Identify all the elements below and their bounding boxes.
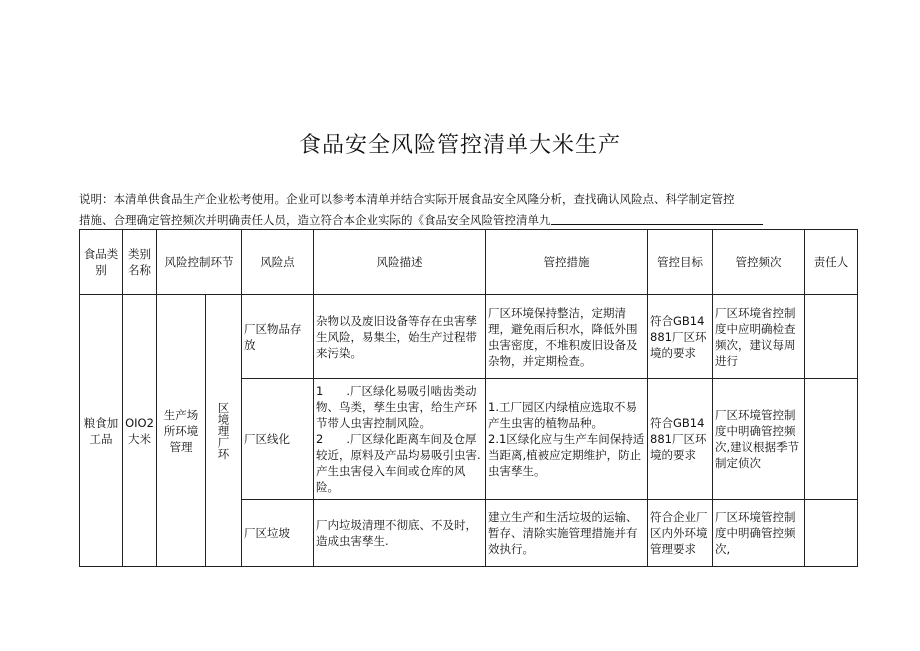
blank-underline bbox=[551, 212, 763, 225]
cell-category: 粮食加工品 bbox=[80, 295, 123, 567]
cell-category-name: OIO2大米 bbox=[123, 295, 157, 567]
instruction-text-line1: 说明：本清单供食品生产企业松考使用。企业可以参考本清单并结合实际开展食品安全风隆分析，查找确认风险点、科学制定管控 bbox=[79, 192, 735, 206]
instruction-text-line2 bbox=[79, 210, 763, 230]
header-control-stage: 风险控制环节 bbox=[157, 230, 242, 295]
header-category: 食品类别 bbox=[80, 230, 123, 295]
cell-risk-point: 厂区线化 bbox=[242, 379, 314, 500]
cell-risk-desc: 杂物以及废旧设备等存在虫害孳生风险，易集尘，始生产过程带来污染。 bbox=[314, 295, 486, 379]
header-frequency: 管控频次 bbox=[713, 230, 805, 295]
cell-target: 符合GB14881厂区环境的要求 bbox=[648, 295, 713, 379]
cell-measures: 厂区环境保持整洁，定期清理，避免雨后积水，降低外围虫害密度，不堆积废旧设备及杂物，并定期检查。 bbox=[486, 295, 648, 379]
cell-stage-sub bbox=[206, 295, 242, 567]
cell-measures: 1.工厂园区内绿植应选取不易产生虫害的植物品种。 2.1区绿化应与生产车间保持适当距离,植被应定期维护，防止虫害孳生。 bbox=[486, 379, 648, 500]
cell-risk-point: 厂区垃坡 bbox=[242, 500, 314, 567]
cell-risk-desc: 1 .厂区绿化易吸引啮齿类动物、鸟类，孳生虫害，给生产环节带人虫害控制风险。 2 .厂区绿化距离车间及仓厚较近，原料及产品均易吸引虫害.产生虫害侵入车间或仓库的风险。 bbox=[314, 379, 486, 500]
cell-stage-main: 生产场所环境管理 bbox=[157, 295, 206, 567]
header-risk-desc: 风险描述 bbox=[314, 230, 486, 295]
risk-control-table bbox=[79, 229, 858, 567]
cell-measures: 建立生产和生活垃圾的运输、暂存、清除实施管理措施并有效执行。 bbox=[486, 500, 648, 567]
header-category-name: 类别名称 bbox=[123, 230, 157, 295]
cell-owner bbox=[805, 500, 858, 567]
page-title: 食品安全风险管控清单大米生产 bbox=[298, 133, 621, 158]
cell-frequency: 厂区环境管控制度中明确管控频次,建议根据季节制定侦次 bbox=[713, 379, 805, 500]
instruction-text-line2-content: 措施、合理确定管控频次并明确责任人员，造立符合本企业实际的《食品安全风险管控清单九 bbox=[79, 213, 551, 227]
cell-target: 符合GB14881厂区环境的要求 bbox=[648, 379, 713, 500]
cell-risk-desc: 厂内垃圾清理不彻底、不及时，造成虫害孳生. bbox=[314, 500, 486, 567]
cell-owner bbox=[805, 379, 858, 500]
cell-risk-point: 厂区物品存放 bbox=[242, 295, 314, 379]
header-risk-point: 风险点 bbox=[242, 230, 314, 295]
cell-frequency: 厂区环境管控制度中明确管控频次, bbox=[713, 500, 805, 567]
header-target: 管控目标 bbox=[648, 230, 713, 295]
table-header-row bbox=[80, 230, 858, 295]
cell-frequency: 厂区环境省控制度中应明确检查频次，建议每周进行 bbox=[713, 295, 805, 379]
table-row bbox=[80, 295, 858, 379]
stage-sub-text: 区境理厂环 bbox=[216, 401, 231, 460]
header-owner: 责任人 bbox=[805, 230, 858, 295]
cell-target: 符合企业厂区内外环境管理要求 bbox=[648, 500, 713, 567]
header-measures: 管控措施 bbox=[486, 230, 648, 295]
cell-owner bbox=[805, 295, 858, 379]
